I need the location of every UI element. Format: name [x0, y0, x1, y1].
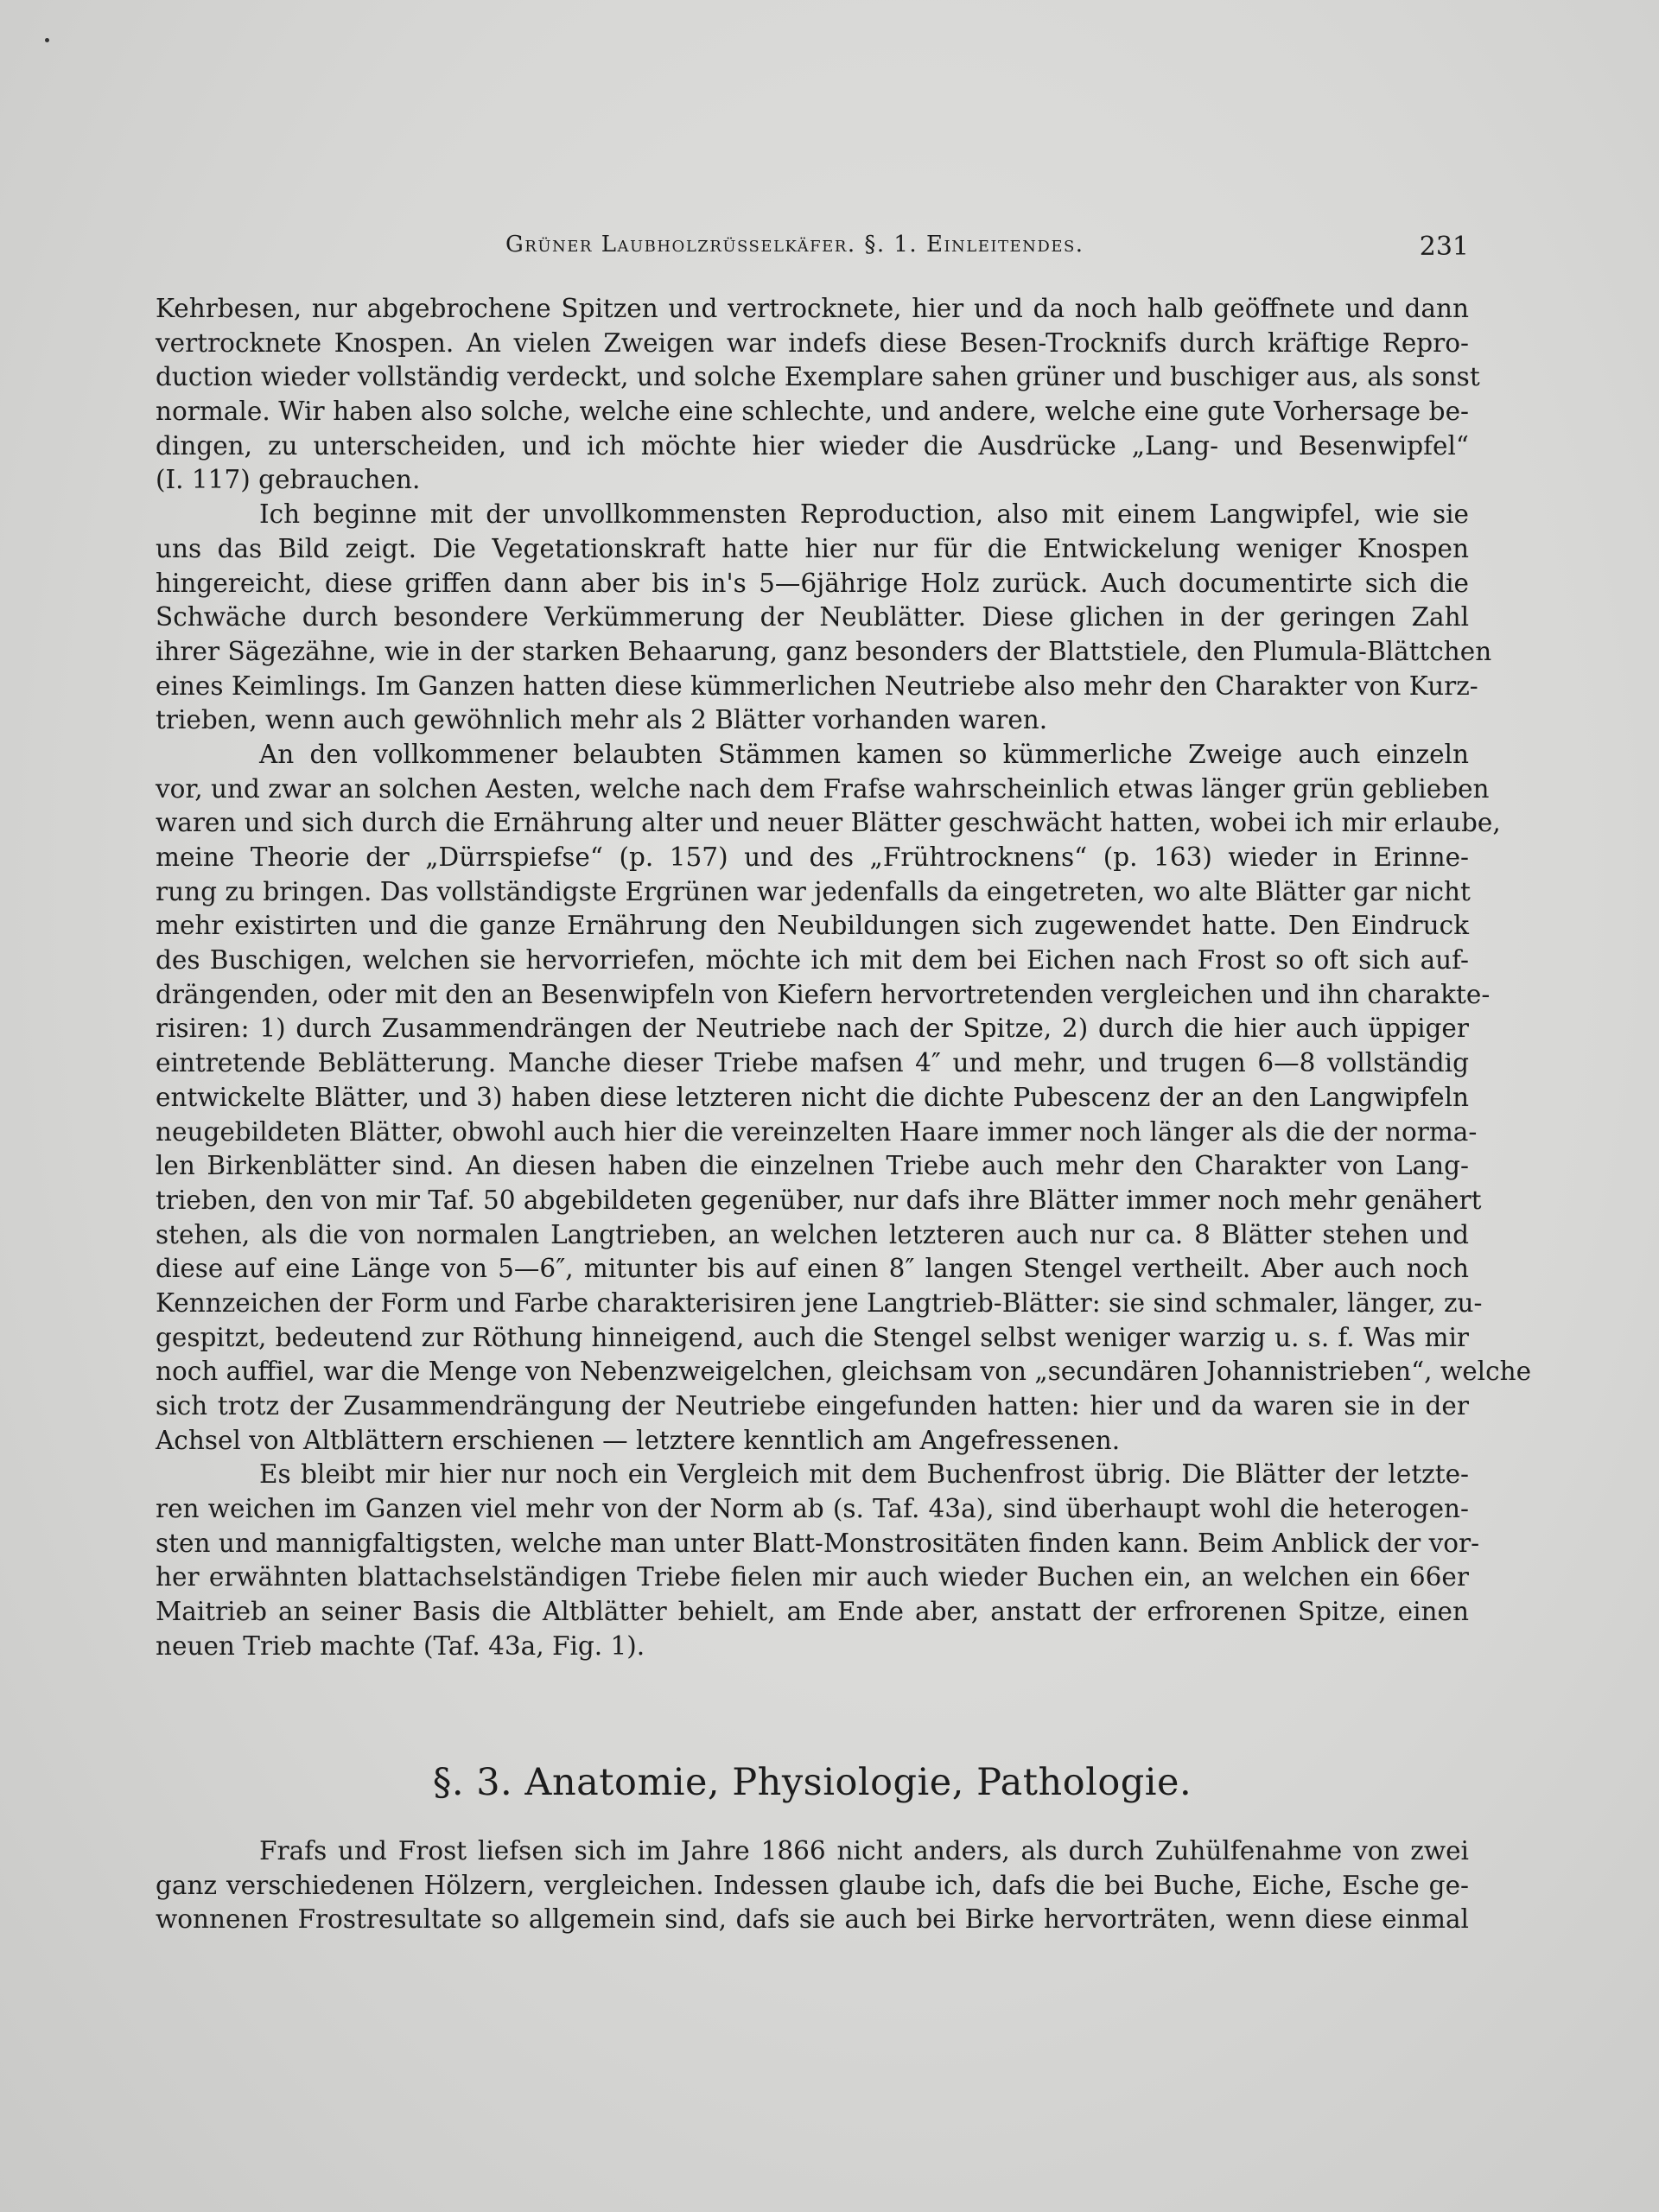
text-line: neuen Trieb machte (Taf. 43a, Fig. 1).: [156, 1630, 645, 1661]
text-line: eintretende Beblätterung. Manche dieser Triebe mafsen 4″ und mehr, und trugen 6—8 vollständig: [156, 1048, 1469, 1078]
text-line: entwickelte Blätter, und 3) haben diese letzteren nicht die dichte Pubescenz der an den Langwipfeln: [156, 1082, 1469, 1112]
text-line: dingen, zu unterscheiden, und ich möchte hier wieder die Ausdrücke „Lang- und Besenwipfel“: [156, 430, 1469, 461]
text-line: trieben, den von mir Taf. 50 abgebildeten gegenüber, nur dafs ihre Blätter immer noch mehr genähert: [156, 1185, 1482, 1215]
text-line: waren und sich durch die Ernährung alter und neuer Blätter geschwächt hatten, wobei ich mir erlaube,: [156, 808, 1501, 838]
text-line: gespitzt, bedeutend zur Röthung hinneigend, auch die Stengel selbst weniger warzig u. s. f. Was mir: [156, 1322, 1469, 1352]
text-line: Kehrbesen, nur abgebrochene Spitzen und vertrocknete, hier und da noch halb geöffnete und dann: [156, 294, 1469, 323]
text-line: eines Keimlings. Im Ganzen hatten diese kümmerlichen Neutriebe also mehr den Charakter von Kurz-: [156, 671, 1478, 701]
text-line: Ich beginne mit der unvollkommensten Reproduction, also mit einem Langwipfel, wie sie: [259, 499, 1469, 530]
text-line: sten und mannigfaltigsten, welche man unter Blatt-Monstrositäten finden kann. Beim Anblick der vor-: [156, 1528, 1480, 1558]
text-line: vor, und zwar an solchen Aesten, welche nach dem Frafse wahrscheinlich etwas länger grün geblieben: [156, 773, 1490, 804]
text-line: Schwäche durch besondere Verkümmerung der Neublätter. Diese glichen in der geringen Zahl: [156, 602, 1469, 632]
text-line: trieben, wenn auch gewöhnlich mehr als 2 Blätter vorhanden waren.: [156, 705, 1048, 735]
text-line: normale. Wir haben also solche, welche eine schlechte, und andere, welche eine gute Vorhersage be-: [156, 397, 1469, 427]
text-line: Frafs und Frost liefsen sich im Jahre 1866 nicht anders, als durch Zuhülfenahme von zwei: [259, 1836, 1469, 1866]
text-line: wonnenen Frostresultate so allgemein sind, dafs sie auch bei Birke hervorträten, wenn diese einmal: [156, 1904, 1469, 1935]
text-line: (I. 117) gebrauchen.: [156, 465, 421, 495]
running-title: Grüner Laubholzrüsselkäfer. §. 1. Einleitendes.: [505, 232, 1084, 257]
text-line: duction wieder vollständig verdeckt, und solche Exemplare sahen grüner und buschiger aus, als sonst: [156, 362, 1480, 392]
body-text: [156, 292, 1532, 1664]
text-line: mehr existirten und die ganze Ernährung den Neubildungen sich zugewendet hatte. Den Eindruck: [156, 911, 1469, 941]
text-line: ganz verschiedenen Hölzern, vergleichen. Indessen glaube ich, dafs die bei Buche, Eiche, Esche ge-: [156, 1870, 1469, 1900]
text-line: sich trotz der Zusammendrängung der Neutriebe eingefunden hatten: hier und da waren sie in der: [156, 1391, 1469, 1421]
ink-speck: [45, 38, 49, 42]
text-line: len Birkenblätter sind. An diesen haben die einzelnen Triebe auch mehr den Charakter von Lang-: [156, 1151, 1469, 1181]
section-text: [156, 1834, 1469, 1936]
text-line: vertrocknete Knospen. An vielen Zweigen war indefs diese Besen-Trocknifs durch kräftige Repro-: [156, 327, 1469, 358]
section-heading: §. 3. Anatomie, Physiologie, Pathologie.: [432, 1761, 1192, 1804]
text-line: ren weichen im Ganzen viel mehr von der Norm ab (s. Taf. 43a), sind überhaupt wohl die heterogen-: [156, 1494, 1469, 1524]
text-line: diese auf eine Länge von 5—6″, mitunter bis auf einen 8″ langen Stengel vertheilt. Aber auch noch: [156, 1254, 1469, 1284]
text-line: rung zu bringen. Das vollständigste Ergrünen war jedenfalls da eingetreten, wo alte Blätter gar nicht: [156, 876, 1471, 906]
text-line: risiren: 1) durch Zusammendrängen der Neutriebe nach der Spitze, 2) durch die hier auch üppiger: [156, 1014, 1469, 1044]
text-line: uns das Bild zeigt. Die Vegetationskraft hatte hier nur für die Entwickelung weniger Knospen: [156, 533, 1469, 563]
text-line: ihrer Sägezähne, wie in der starken Behaarung, ganz besonders der Blattstiele, den Plumula-Blättchen: [156, 636, 1492, 666]
text-line: des Buschigen, welchen sie hervorriefen, möchte ich mit dem bei Eichen nach Frost so oft sich auf-: [156, 945, 1469, 976]
text-line: noch auffiel, war die Menge von Nebenzweigelchen, gleichsam von „secundären Johannistrieben“, welche: [156, 1357, 1532, 1387]
text-line: drängenden, oder mit den an Besenwipfeln von Kiefern hervortretenden vergleichen und ihn charakte-: [156, 979, 1491, 1009]
text-line: meine Theorie der „Dürrspiefse“ (p. 157) und des „Frühtrocknens“ (p. 163) wieder in Erinne-: [156, 842, 1469, 872]
text-line: Kennzeichen der Form und Farbe charakterisiren jene Langtrieb-Blätter: sie sind schmaler, länger, zu-: [156, 1287, 1483, 1318]
text-line: stehen, als die von normalen Langtrieben, an welchen letzteren auch nur ca. 8 Blätter stehen und: [156, 1219, 1469, 1249]
text-line: An den vollkommener belaubten Stämmen kamen so kümmerliche Zweige auch einzeln: [259, 739, 1469, 769]
text-line: hingereicht, diese griffen dann aber bis in's 5—6jährige Holz zurück. Auch documentirte sich die: [156, 568, 1469, 598]
text-line: her erwähnten blattachselständigen Triebe fielen mir auch wieder Buchen ein, an welchen ein 66er: [156, 1562, 1469, 1592]
text-line: neugebildeten Blätter, obwohl auch hier die vereinzelten Haare immer noch länger als die der norma-: [156, 1116, 1478, 1147]
page-number: 231: [1419, 232, 1469, 262]
running-header: [156, 232, 1469, 266]
text-line: Achsel von Altblättern erschienen — letztere kenntlich am Angefressenen.: [156, 1425, 1121, 1455]
text-line: Maitrieb an seiner Basis die Altblätter behielt, am Ende aber, anstatt der erfrorenen Spitze, einen: [156, 1597, 1469, 1627]
text-line: Es bleibt mir hier nur noch ein Vergleich mit dem Buchenfrost übrig. Die Blätter der letzte-: [259, 1459, 1469, 1490]
